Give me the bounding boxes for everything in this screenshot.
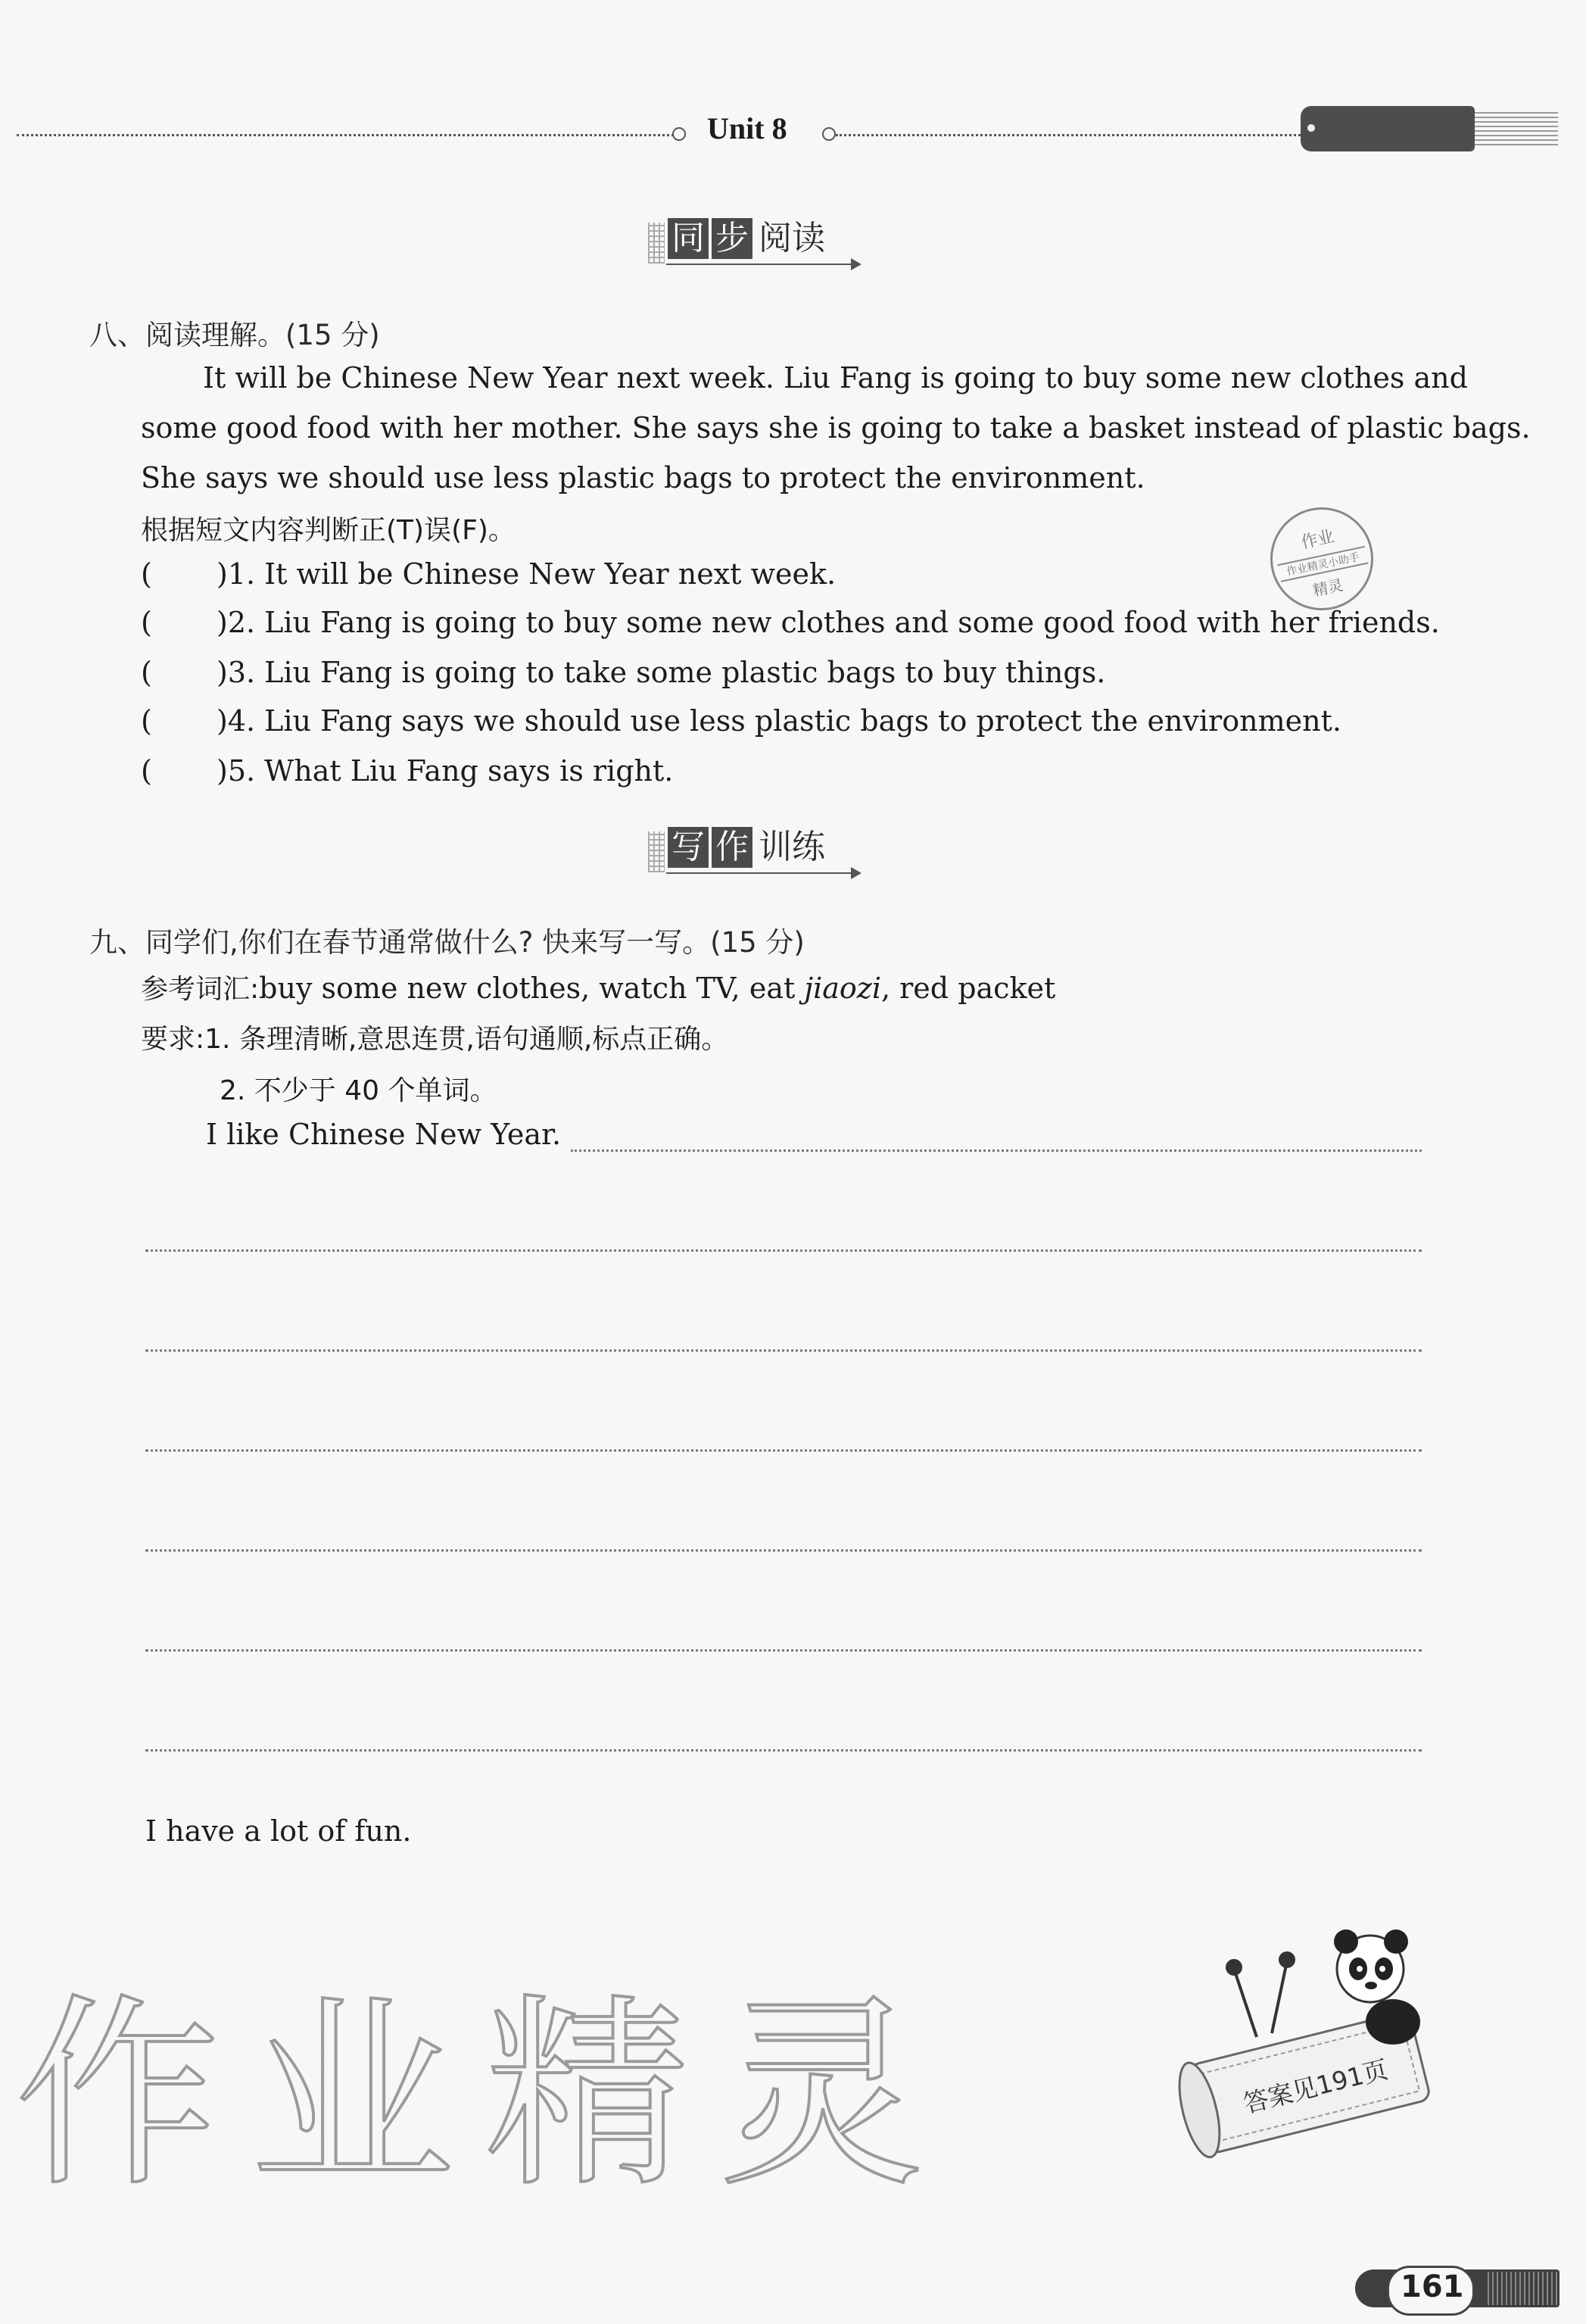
writing-section-banner [648, 822, 868, 883]
grid-icon [648, 223, 665, 264]
vocab-label: 参考词汇: [141, 974, 260, 1005]
question-text: )3. Liu Fang is going to take some plastic bags to buy things. [217, 656, 1106, 689]
passage-line: She says we should use less plastic bags to protect the environment. [141, 461, 1145, 494]
stamp-middle-text: 作业精灵小助手 [1277, 546, 1368, 582]
stamp-top-text: 作业 [1299, 527, 1336, 553]
grid-icon [648, 831, 665, 872]
passage-line: It will be Chinese New Year next week. Liu Fang is going to buy some new clothes and [203, 361, 1468, 395]
header-rule-left [17, 134, 674, 136]
answer-blank[interactable]: ( [141, 704, 152, 738]
header-tab-dot [1307, 124, 1315, 132]
writing-line[interactable] [145, 1449, 1422, 1452]
header-ring-left [672, 127, 686, 141]
question-row [141, 606, 1440, 651]
question-row [141, 656, 1105, 701]
banner-arrow-line [666, 264, 855, 265]
vocab-italic: jiaozi [804, 972, 881, 1005]
header-ring-right [822, 127, 836, 141]
requirement-1: 1. 条理清晰,意思连贯,语句通顺,标点正确。 [204, 1024, 729, 1055]
banner-title-text: 阅读 [759, 219, 825, 257]
header-rule-right [836, 134, 1305, 136]
writing-line[interactable] [145, 1549, 1422, 1552]
banner-title-text: 训练 [759, 828, 825, 866]
watermark-text: 作业精灵 [15, 1976, 954, 2214]
writing-line[interactable] [145, 1249, 1422, 1252]
banner-box-char: 作 [712, 827, 752, 868]
header-hatch [1475, 112, 1558, 145]
panda-scroll-illustration [1166, 1908, 1454, 2173]
reading-instruction: 根据短文内容判断正(T)误(F)。 [141, 515, 516, 546]
start-sentence: I like Chinese New Year. [206, 1118, 562, 1151]
vocab-line [141, 968, 1055, 1006]
question-text: )1. It will be Chinese New Year next week. [217, 557, 837, 591]
unit-title: Unit 8 [707, 111, 787, 145]
banner-box-char: 同 [668, 218, 709, 259]
answer-blank[interactable]: ( [141, 606, 152, 639]
question-text: )2. Liu Fang is going to buy some new clothes and some good food with her friends. [217, 606, 1440, 639]
requirement-line-1 [141, 1018, 728, 1056]
writing-line[interactable] [145, 1349, 1422, 1352]
seal-stamp [1260, 498, 1382, 619]
question-row [141, 754, 673, 800]
answer-blank[interactable]: ( [141, 656, 152, 689]
passage-line: some good food with her mother. She says she is going to take a basket instead of plastic bags. [141, 411, 1531, 445]
page-number: 161 [1401, 2269, 1464, 2304]
banner-box-char: 写 [668, 827, 709, 868]
reading-heading: 八、阅读理解。(15 分) [89, 319, 380, 351]
end-sentence: I have a lot of fun. [145, 1814, 412, 1848]
requirement-2: 2. 不少于 40 个单词。 [220, 1075, 497, 1106]
banner-arrow-line [666, 872, 855, 874]
page-number-hatch [1488, 2272, 1560, 2305]
arrow-right-icon [851, 867, 862, 879]
requirement-label: 要求: [141, 1024, 205, 1055]
answer-blank[interactable]: ( [141, 557, 152, 591]
reading-section-banner [648, 214, 868, 274]
sticks-icon [1227, 1953, 1294, 2037]
writing-heading: 九、同学们,你们在春节通常做什么? 快来写一写。(15 分) [89, 926, 805, 959]
vocab-text: buy some new clothes, watch TV, eat [259, 972, 805, 1005]
writing-line[interactable] [571, 1150, 1422, 1152]
stamp-bottom-text: 精灵 [1311, 576, 1345, 600]
question-text: )5. What Liu Fang says is right. [217, 754, 674, 788]
question-row [141, 557, 836, 603]
reading-passage [141, 353, 1531, 503]
arrow-right-icon [851, 258, 862, 270]
vocab-end: , red packet [880, 972, 1056, 1005]
question-row [141, 704, 1341, 750]
answer-blank[interactable]: ( [141, 754, 152, 788]
writing-line[interactable] [145, 1749, 1422, 1752]
banner-box-char: 步 [712, 218, 752, 259]
answer-reference-text: 答案见191页 [1240, 2054, 1391, 2119]
question-text: )4. Liu Fang says we should use less plastic bags to protect the environment. [217, 704, 1341, 738]
header-tab [1301, 106, 1475, 151]
writing-line[interactable] [145, 1649, 1422, 1652]
